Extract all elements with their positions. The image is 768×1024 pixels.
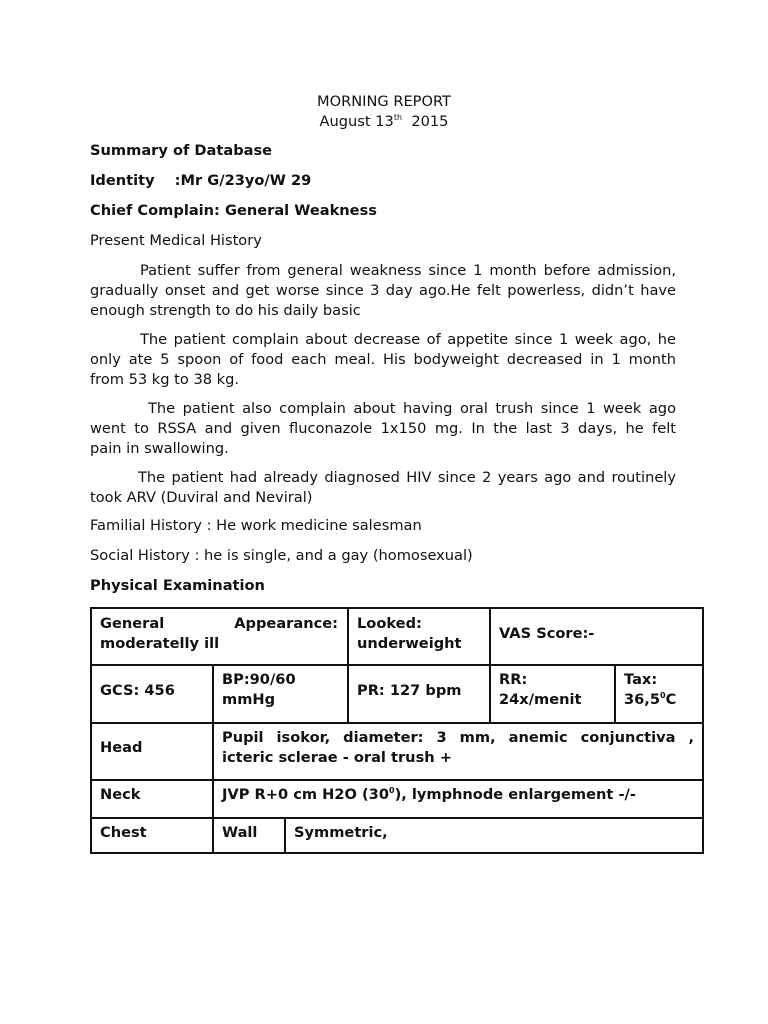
report-date: August 13th 2015 <box>319 113 449 130</box>
tax-cell: Tax: 36,5$^0$C <box>624 671 677 708</box>
present-history-heading: Present Medical History <box>90 232 262 249</box>
chest-wall-findings: Symmetric, <box>294 824 388 841</box>
neck-label: Neck <box>100 786 141 803</box>
identity-label: Identity <box>90 172 155 189</box>
report-title: MORNING REPORT <box>317 93 451 110</box>
familial-history: Familial History : He work medicine salesman <box>90 517 422 534</box>
head-label: Head <box>100 739 143 756</box>
rr-cell: RR: 24x/menit <box>499 671 582 708</box>
identity-value: :Mr G/23yo/W 29 <box>174 172 312 189</box>
paragraph-4: The patient had already diagnosed HIV since 2 years ago and routinely took ARV (Duviral and Neviral) <box>90 469 676 506</box>
paragraph-2: The patient complain about decrease of appetite since 1 week ago, he only ate 5 spoon of food each meal. His bodyweight decreased in 1 month from 53 kg to 38 kg. <box>90 331 676 388</box>
physical-exam-heading: Physical Examination <box>90 577 265 594</box>
identity-line <box>90 172 311 189</box>
chest-wall-label: Wall <box>222 824 258 841</box>
head-findings: Pupil isokor, diameter: 3 mm, anemic conjunctiva , icteric sclerae - oral trush + <box>222 729 694 766</box>
vas-score-cell: VAS Score:- <box>499 625 595 642</box>
chest-label: Chest <box>100 824 147 841</box>
looked-cell: Looked: underweight <box>357 615 462 652</box>
social-history: Social History : he is single, and a gay (homosexual) <box>90 547 473 564</box>
paragraph-1: Patient suffer from general weakness since 1 month before admission, gradually onset and get worse since 3 day ago.He felt powerless, didn’t have enough strength to do his daily basic <box>90 262 676 319</box>
paragraph-3: The patient also complain about having oral trush since 1 week ago went to RSSA and given fluconazole 1x150 mg. In the last 3 days, he felt pain in swallowing. <box>90 400 676 457</box>
gcs-cell: GCS: 456 <box>100 682 175 699</box>
physical-exam-table <box>90 607 704 854</box>
chief-complain: Chief Complain: General Weakness <box>90 202 377 219</box>
bp-cell: BP:90/60 mmHg <box>222 671 296 708</box>
summary-heading: Summary of Database <box>90 142 273 159</box>
pr-cell: PR: 127 bpm <box>357 682 462 699</box>
general-appearance-cell: General Appearance: moderatelly ill <box>100 615 338 652</box>
neck-findings: JVP R+0 cm H2O $(30^0)$, lymphnode enlargement -/- <box>222 786 636 803</box>
